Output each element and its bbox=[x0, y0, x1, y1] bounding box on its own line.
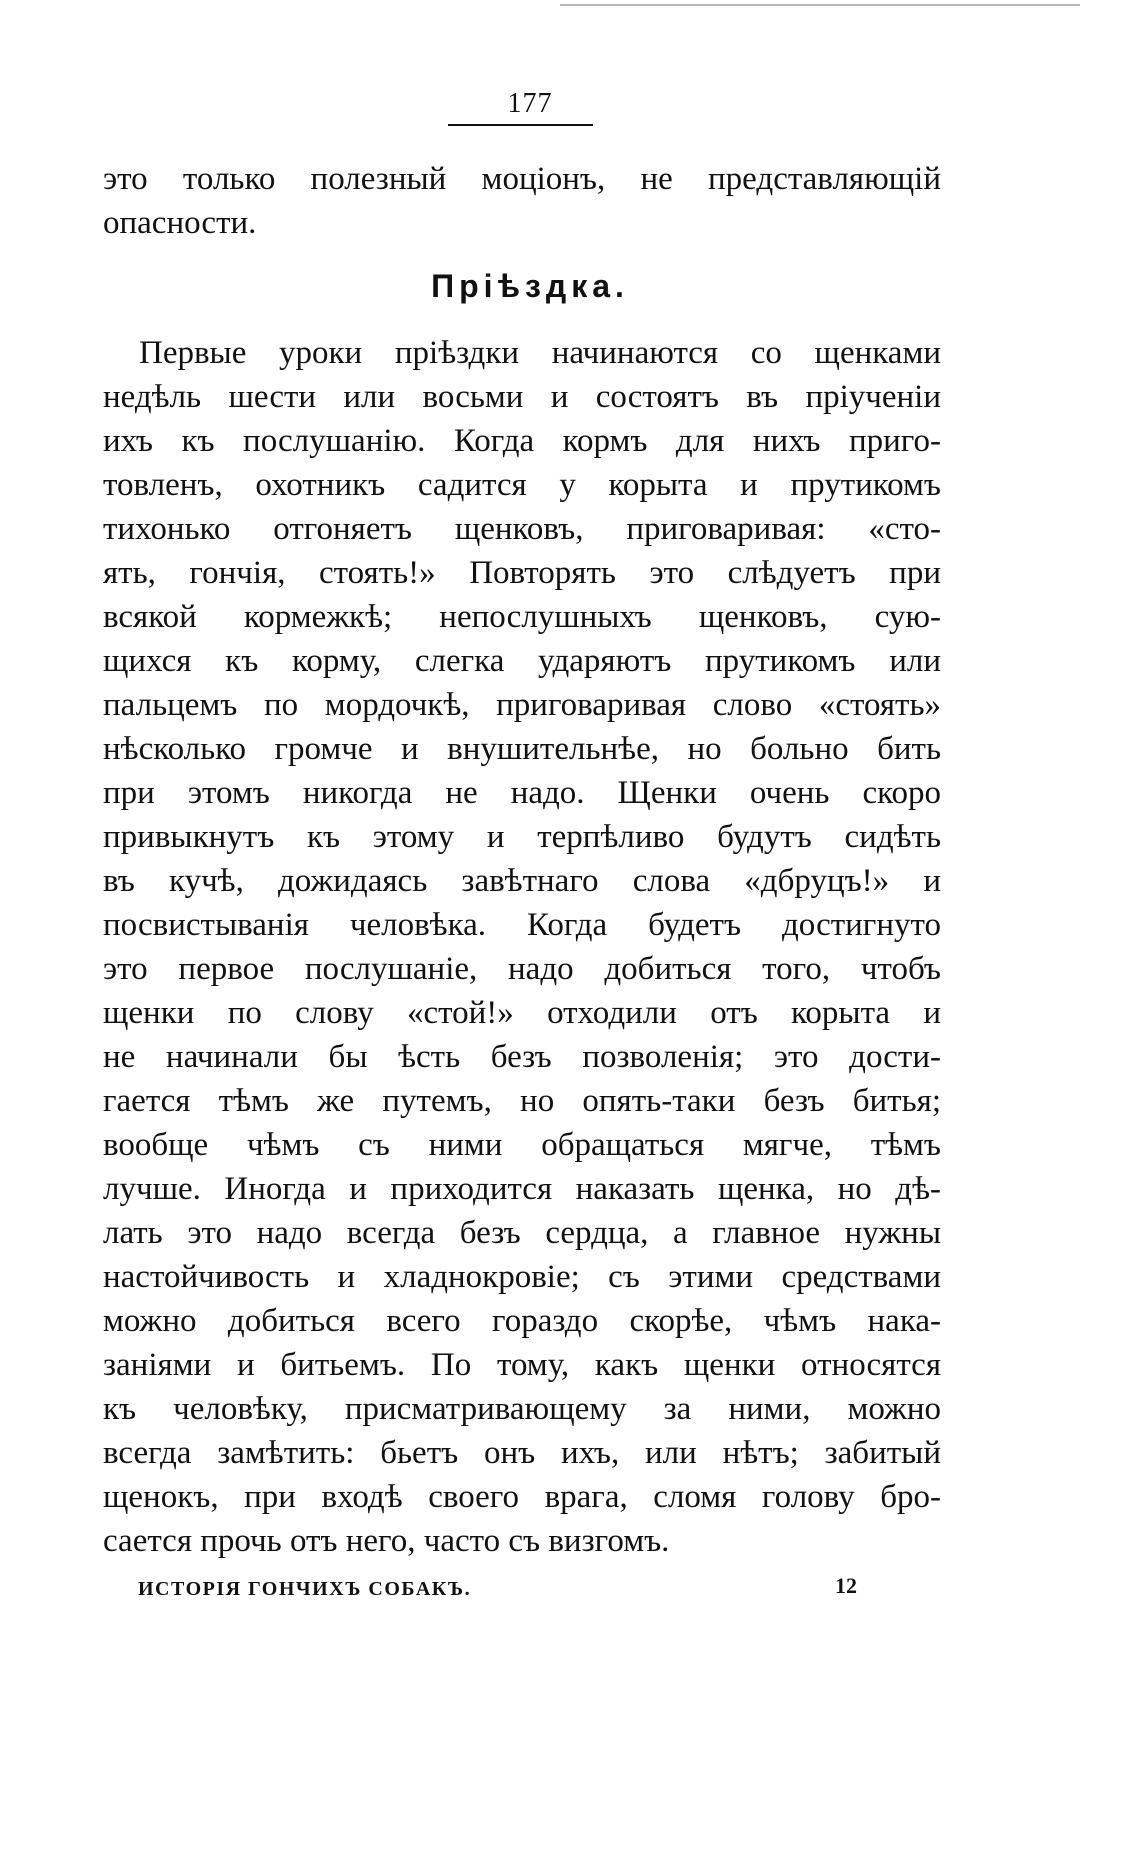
footer-book-title: ИСТОРIЯ ГОНЧИХЪ СОБАКЪ. bbox=[138, 1578, 472, 1600]
text-line: лучше. Иногда и приходится наказать щенка, но дѣ- bbox=[103, 1171, 941, 1207]
text-line: въ кучѣ, дожидаясь завѣтнаго слова «дбруцъ!» и bbox=[103, 863, 941, 899]
text-line: пальцемъ по мордочкѣ, приговаривая слово «стоять» bbox=[103, 687, 941, 723]
text-line: всякой кормежкѣ; непослушныхъ щенковъ, сую- bbox=[103, 599, 941, 635]
text-line: щенки по слову «стой!» отходили отъ корыта и bbox=[103, 995, 941, 1031]
signature-mark: 12 bbox=[835, 1573, 857, 1598]
section-heading: Прiѣздка. bbox=[431, 268, 629, 304]
text-line: это только полезный моцiонъ, не представляющiй bbox=[103, 161, 941, 197]
page-number: 177 bbox=[507, 88, 553, 119]
text-line: щихся къ корму, слегка ударяютъ прутикомъ или bbox=[103, 643, 941, 679]
text-line: опасности. bbox=[103, 205, 257, 241]
text-line: настойчивость и хладнокровiе; съ этими средствами bbox=[103, 1259, 941, 1295]
text-line: тихонько отгоняетъ щенковъ, приговаривая: «сто- bbox=[103, 511, 941, 547]
page-number-rule bbox=[448, 124, 593, 126]
text-line: гается тѣмъ же путемъ, но опять-таки безъ битья; bbox=[103, 1083, 941, 1119]
text-line: при этомъ никогда не надо. Щенки очень скоро bbox=[103, 775, 941, 811]
text-line: щенокъ, при входѣ своего врага, сломя голову бро- bbox=[103, 1479, 941, 1515]
text-line: не начинали бы ѣсть безъ позволенiя; это дости- bbox=[103, 1039, 941, 1075]
text-line: занiями и битьемъ. По тому, какъ щенки относятся bbox=[103, 1347, 941, 1383]
text-line: нѣсколько громче и внушительнѣе, но больно бить bbox=[103, 731, 941, 767]
text-line: къ человѣку, присматривающему за ними, можно bbox=[103, 1391, 941, 1427]
intro-paragraph bbox=[103, 157, 941, 245]
body-paragraph bbox=[103, 331, 941, 1563]
text-line: всегда замѣтить: бьетъ онъ ихъ, или нѣтъ; забитый bbox=[103, 1435, 941, 1471]
text-line: привыкнутъ къ этому и терпѣливо будутъ сидѣть bbox=[103, 819, 941, 855]
text-line: недѣль шести или восьми и состоятъ въ прiученiи bbox=[103, 379, 941, 415]
text-line: это первое послушанiе, надо добиться того, чтобъ bbox=[103, 951, 941, 987]
text-line: ихъ къ послушанiю. Когда кормъ для нихъ приго- bbox=[103, 423, 941, 459]
top-edge-rule bbox=[560, 4, 1080, 6]
text-line: лать это надо всегда безъ сердца, а главное нужны bbox=[103, 1215, 941, 1251]
text-line: ять, гончiя, стоять!» Повторять это слѣдуетъ при bbox=[103, 555, 941, 591]
text-line: можно добиться всего гораздо скорѣе, чѣмъ нака- bbox=[103, 1303, 941, 1339]
text-line: вообще чѣмъ съ ними обращаться мягче, тѣмъ bbox=[103, 1127, 941, 1163]
text-line: Первые уроки прiѣздки начинаются со щенками bbox=[139, 335, 941, 371]
text-line: сается прочь отъ него, часто съ визгомъ. bbox=[103, 1523, 670, 1559]
text-line: товленъ, охотникъ садится у корыта и прутикомъ bbox=[103, 467, 941, 503]
text-line: посвистыванiя человѣка. Когда будетъ достигнуто bbox=[103, 907, 941, 943]
